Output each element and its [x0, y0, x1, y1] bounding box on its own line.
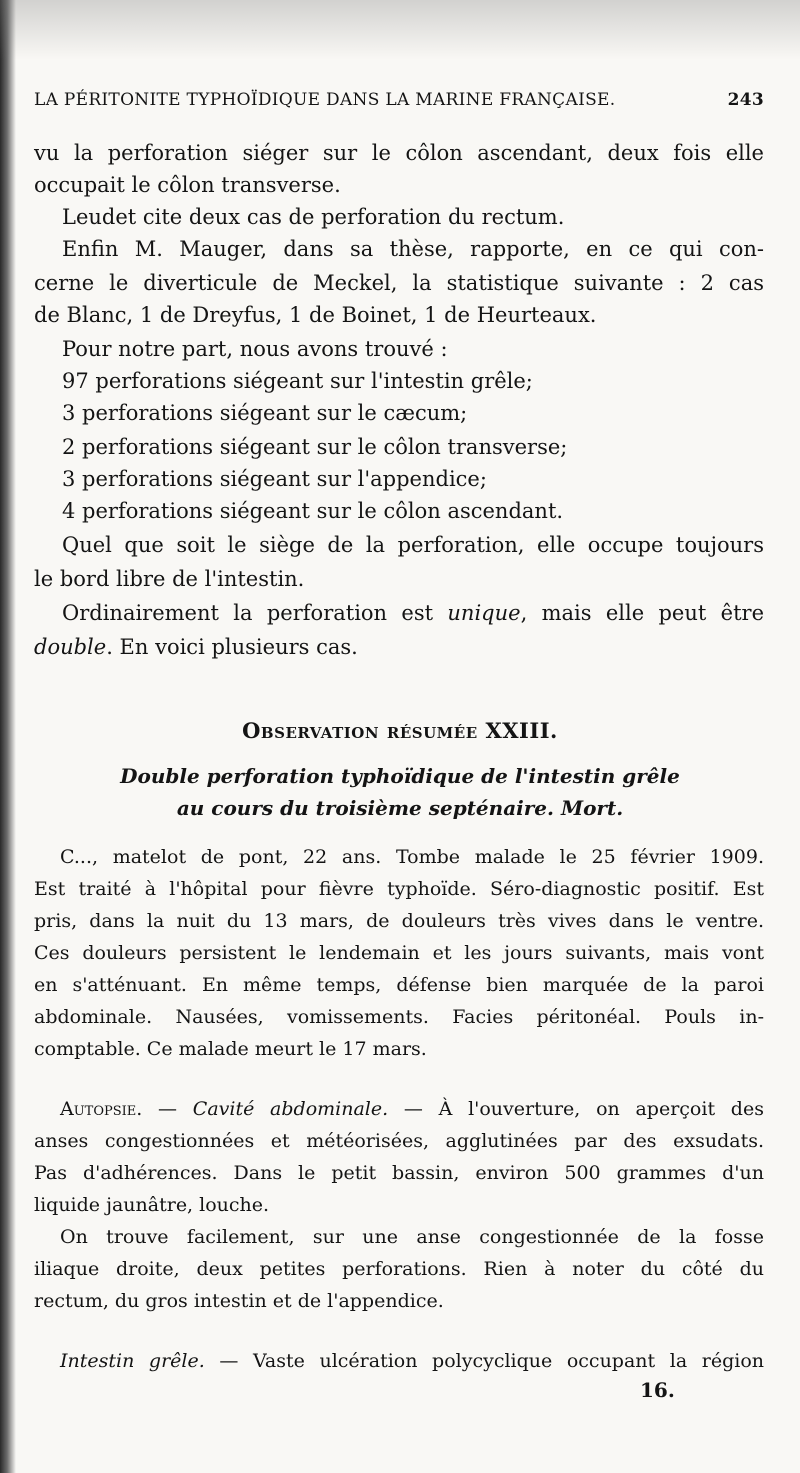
autopsy-line: Pas d'adhérences. Dans le petit bassin, environ 500 grammes d'un — [34, 1162, 764, 1184]
body-line: Leudet cite deux cas de perforation du rectum. — [62, 205, 565, 229]
observation-title: Observation résumée XXIII. — [242, 718, 558, 743]
case-line: Ces douleurs persistent le lendemain et les jours suivants, mais vont — [34, 942, 764, 964]
autopsy-sublabel: Cavité abdominale. — [192, 1098, 389, 1120]
text-run: . En voici plusieurs cas. — [106, 635, 358, 659]
body-line: Pour notre part, nous avons trouvé : — [62, 337, 448, 361]
text-run: Ordinairement la perforation est — [62, 601, 448, 625]
page-number: 243 — [727, 90, 764, 110]
intestin-label: Intestin grêle. — [60, 1350, 205, 1372]
running-title: LA PÉRITONITE TYPHOÏDIQUE DANS LA MARINE FRANÇAISE. — [34, 90, 616, 110]
autopsy-line: On trouve facilement, sur une anse congestionnée de la fosse — [60, 1226, 764, 1248]
case-line: comptable. Ce malade meurt le 17 mars. — [34, 1038, 427, 1060]
autopsy-line — [60, 1094, 764, 1124]
stat-line: 97 perforations siégeant sur l'intestin grêle; — [62, 369, 533, 393]
autopsy-line: iliaque droite, deux petites perforations. Rien à noter du côté du — [34, 1258, 764, 1280]
case-line: Est traité à l'hôpital pour fièvre typhoïde. Séro-diagnostic positif. Est — [34, 878, 764, 900]
stat-line: 3 perforations siégeant sur le cæcum; — [62, 401, 468, 425]
stat-line: 3 perforations siégeant sur l'appendice; — [62, 467, 487, 491]
body-line: vu la perforation siéger sur le côlon ascendant, deux fois elle — [34, 141, 764, 165]
running-head — [34, 90, 764, 116]
body-line: Enfin M. Mauger, dans sa thèse, rapporte, en ce qui con- — [62, 237, 764, 261]
intestin-line — [60, 1346, 764, 1376]
case-line: C..., matelot de pont, 22 ans. Tombe malade le 25 février 1909. — [60, 846, 764, 868]
autopsy-line: anses congestionnées et météorisées, agglutinées par des exsudats. — [34, 1130, 764, 1152]
autopsy-label: Autopsie. — [60, 1098, 143, 1120]
body-line: occupait le côlon transverse. — [34, 173, 341, 197]
unique-paragraph-line — [34, 632, 764, 662]
body-line: de Blanc, 1 de Dreyfus, 1 de Boinet, 1 de Heurteaux. — [34, 303, 597, 327]
autopsy-line: rectum, du gros intestin et de l'appendice. — [34, 1290, 444, 1312]
case-line: pris, dans la nuit du 13 mars, de douleurs très vives dans le ventre. — [34, 910, 764, 932]
observation-subtitle: Double perforation typhoïdique de l'intestin grêle — [120, 764, 680, 788]
text-run: — Vaste ulcération polycyclique occupant la région — [204, 1350, 764, 1372]
stat-line: 4 perforations siégeant sur le côlon ascendant. — [62, 499, 564, 523]
scan-top-shadow — [0, 0, 800, 60]
body-line: cerne le diverticule de Meckel, la statistique suivante : 2 cas — [34, 271, 764, 295]
text-run: , mais elle peut être — [520, 601, 765, 625]
emphasis-double: double — [34, 635, 107, 659]
observation-subtitle: au cours du troisième septénaire. Mort. — [176, 796, 624, 820]
autopsy-line: liquide jaunâtre, louche. — [34, 1194, 270, 1216]
case-line: en s'atténuant. En même temps, défense bien marquée de la paroi — [34, 974, 764, 996]
unique-paragraph-line — [62, 598, 764, 628]
case-line: abdominale. Nausées, vomissements. Facies péritonéal. Pouls in- — [34, 1006, 764, 1028]
text-run: — — [142, 1098, 193, 1120]
body-line: le bord libre de l'intestin. — [34, 567, 305, 591]
signature-mark: 16. — [640, 1378, 675, 1402]
emphasis-unique: unique — [447, 601, 521, 625]
body-line: Quel que soit le siège de la perforation, elle occupe toujours — [62, 533, 764, 557]
text-run: — À l'ouverture, on aperçoit des — [388, 1098, 764, 1120]
stat-line: 2 perforations siégeant sur le côlon transverse; — [62, 435, 568, 459]
